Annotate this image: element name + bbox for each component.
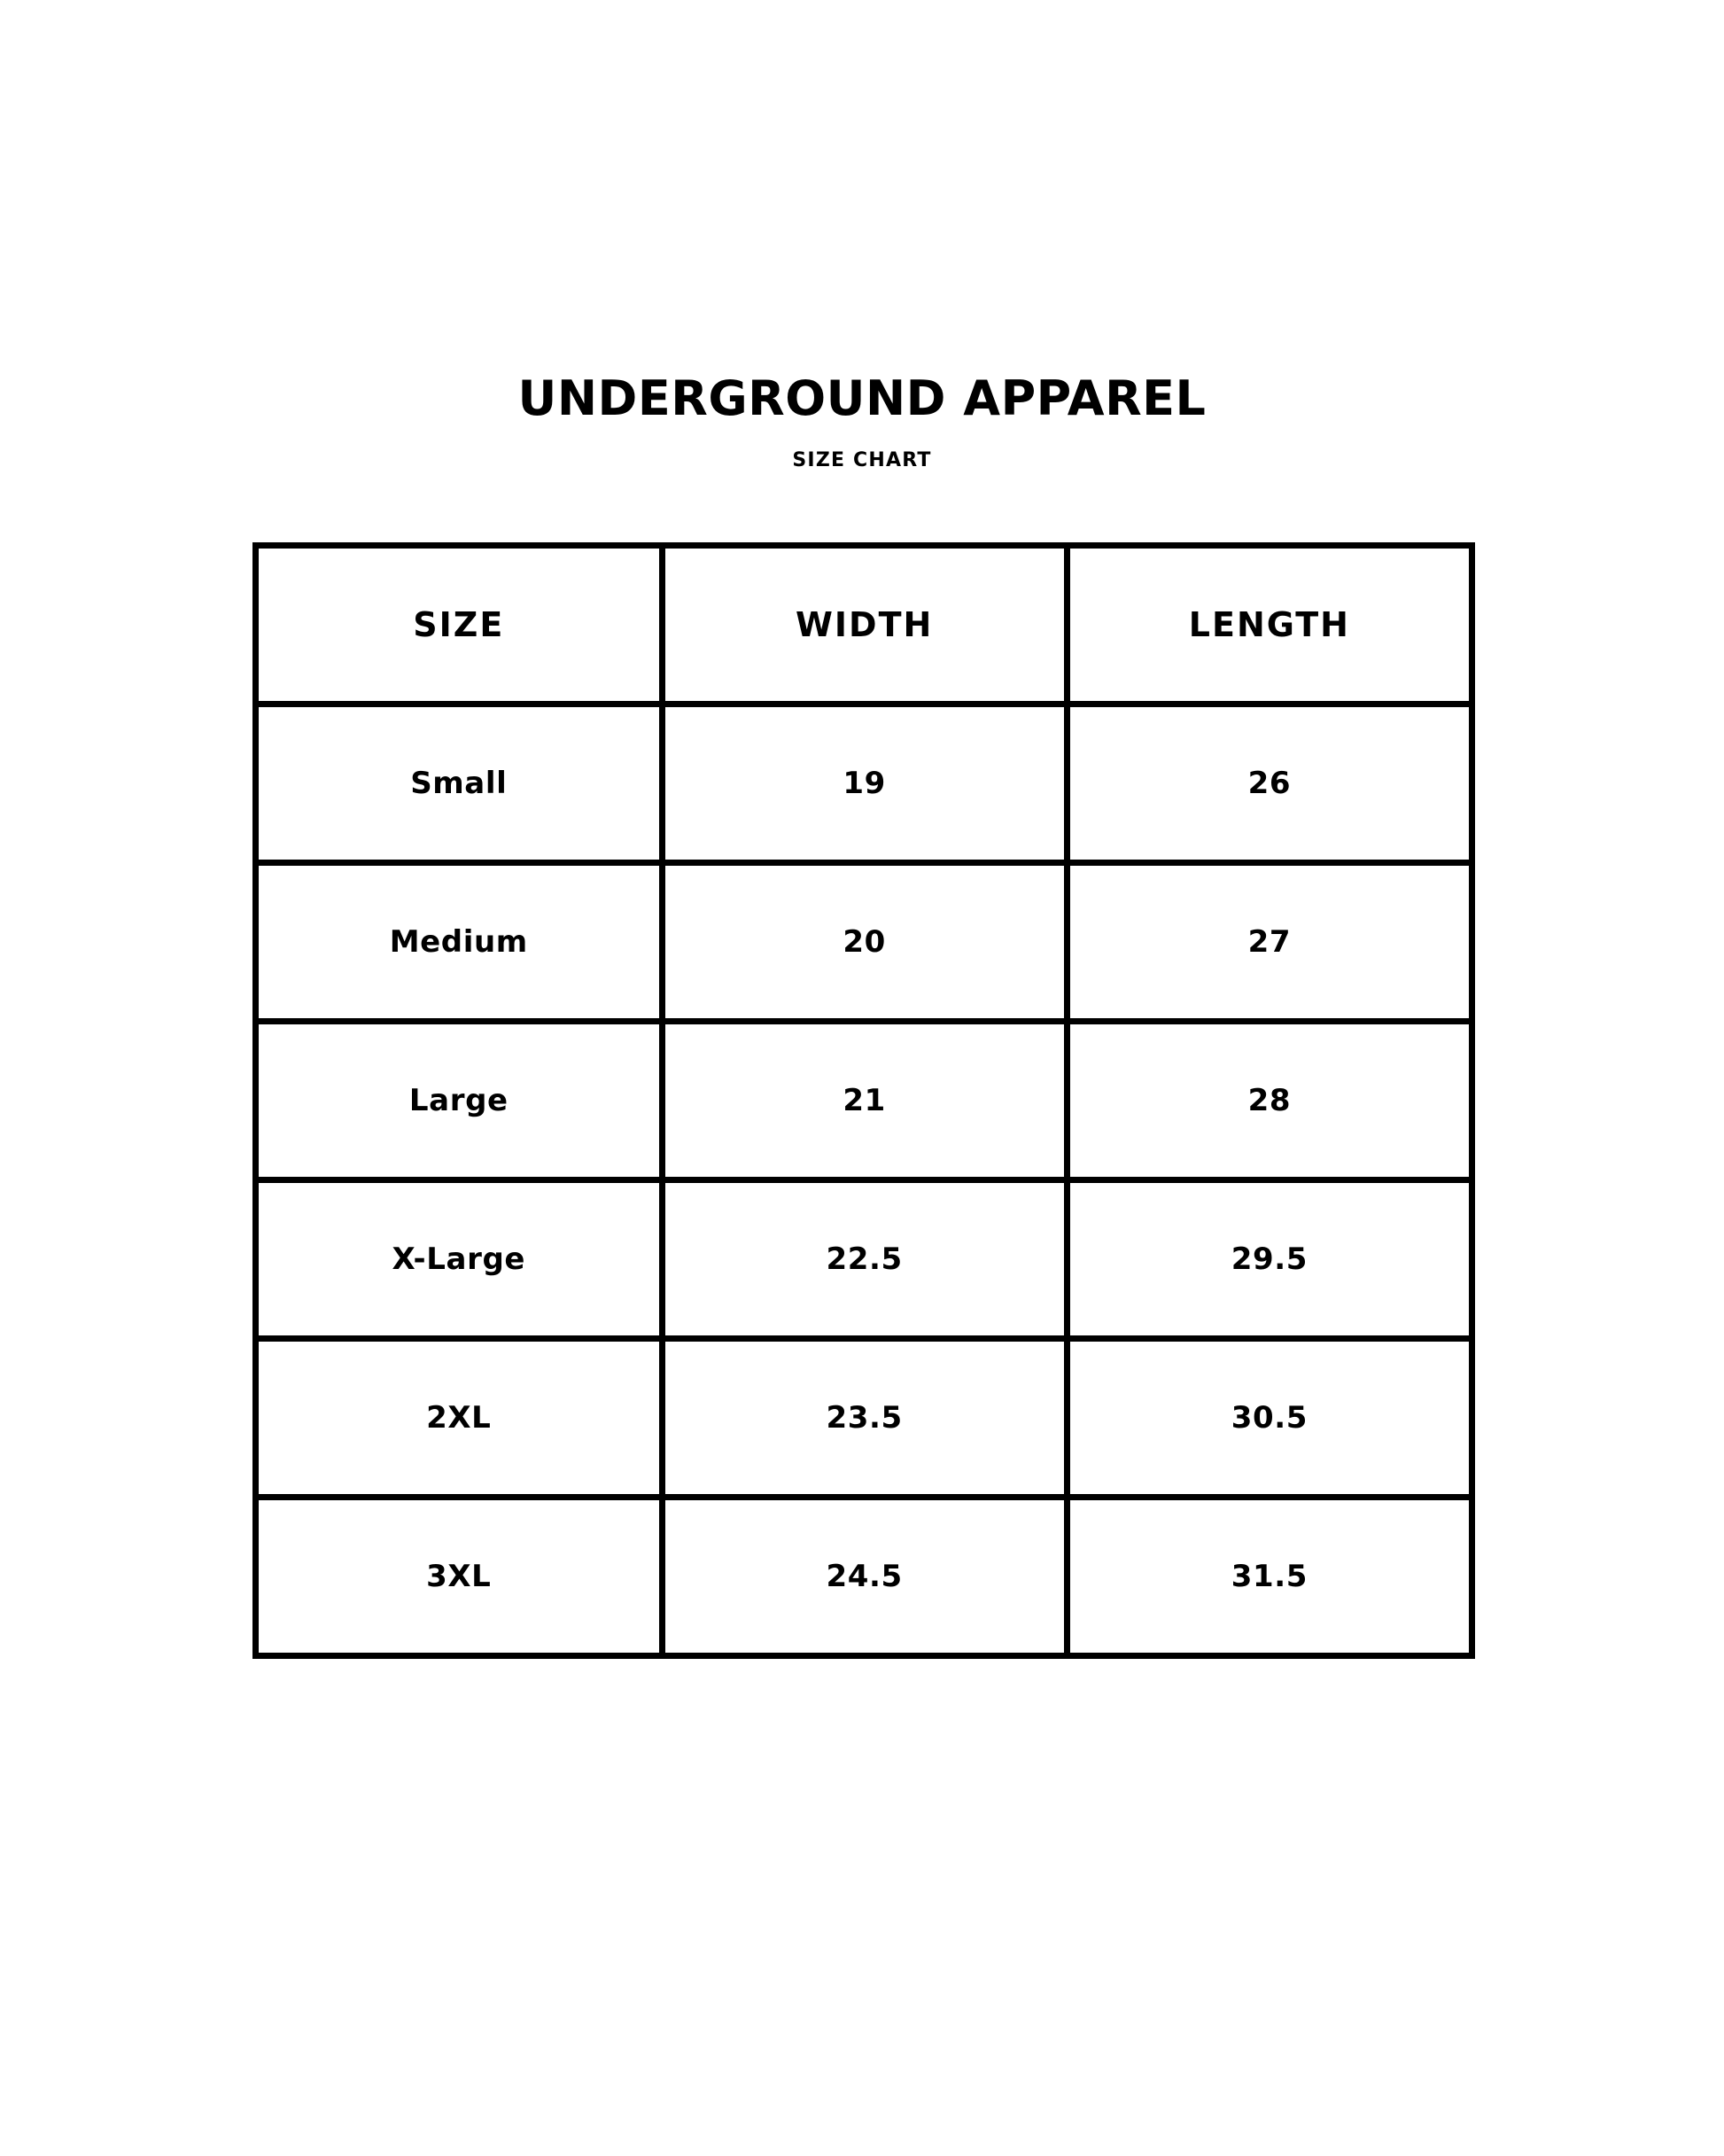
- cell-width: 21: [662, 1022, 1067, 1180]
- table-row: [256, 863, 1472, 1022]
- table-row: [256, 704, 1472, 863]
- column-header-width: WIDTH: [662, 546, 1067, 704]
- table-row: [256, 1022, 1472, 1180]
- page-title: UNDERGROUND APPAREL: [517, 370, 1207, 426]
- cell-length: 28: [1067, 1022, 1472, 1180]
- page-subtitle: SIZE CHART: [792, 449, 932, 472]
- table-row: [256, 1498, 1472, 1656]
- table-row: [256, 1339, 1472, 1498]
- column-header-length: LENGTH: [1067, 546, 1472, 704]
- table-header: [256, 546, 1472, 704]
- size-chart-table: [252, 542, 1475, 1659]
- cell-width: 22.5: [662, 1180, 1067, 1339]
- cell-width: 24.5: [662, 1498, 1067, 1656]
- cell-width: 23.5: [662, 1339, 1067, 1498]
- cell-size: 3XL: [256, 1498, 663, 1656]
- table-body: [256, 704, 1472, 1656]
- cell-size: Medium: [256, 863, 663, 1022]
- cell-size: X-Large: [256, 1180, 663, 1339]
- cell-length: 27: [1067, 863, 1472, 1022]
- cell-length: 30.5: [1067, 1339, 1472, 1498]
- cell-size: 2XL: [256, 1339, 663, 1498]
- cell-width: 20: [662, 863, 1067, 1022]
- table-header-row: [256, 546, 1472, 704]
- cell-length: 26: [1067, 704, 1472, 863]
- cell-length: 31.5: [1067, 1498, 1472, 1656]
- cell-size: Small: [256, 704, 663, 863]
- cell-length: 29.5: [1067, 1180, 1472, 1339]
- document-header: [0, 372, 1724, 471]
- size-chart-container: [252, 542, 1475, 1659]
- cell-size: Large: [256, 1022, 663, 1180]
- column-header-size: SIZE: [256, 546, 663, 704]
- table-row: [256, 1180, 1472, 1339]
- cell-width: 19: [662, 704, 1067, 863]
